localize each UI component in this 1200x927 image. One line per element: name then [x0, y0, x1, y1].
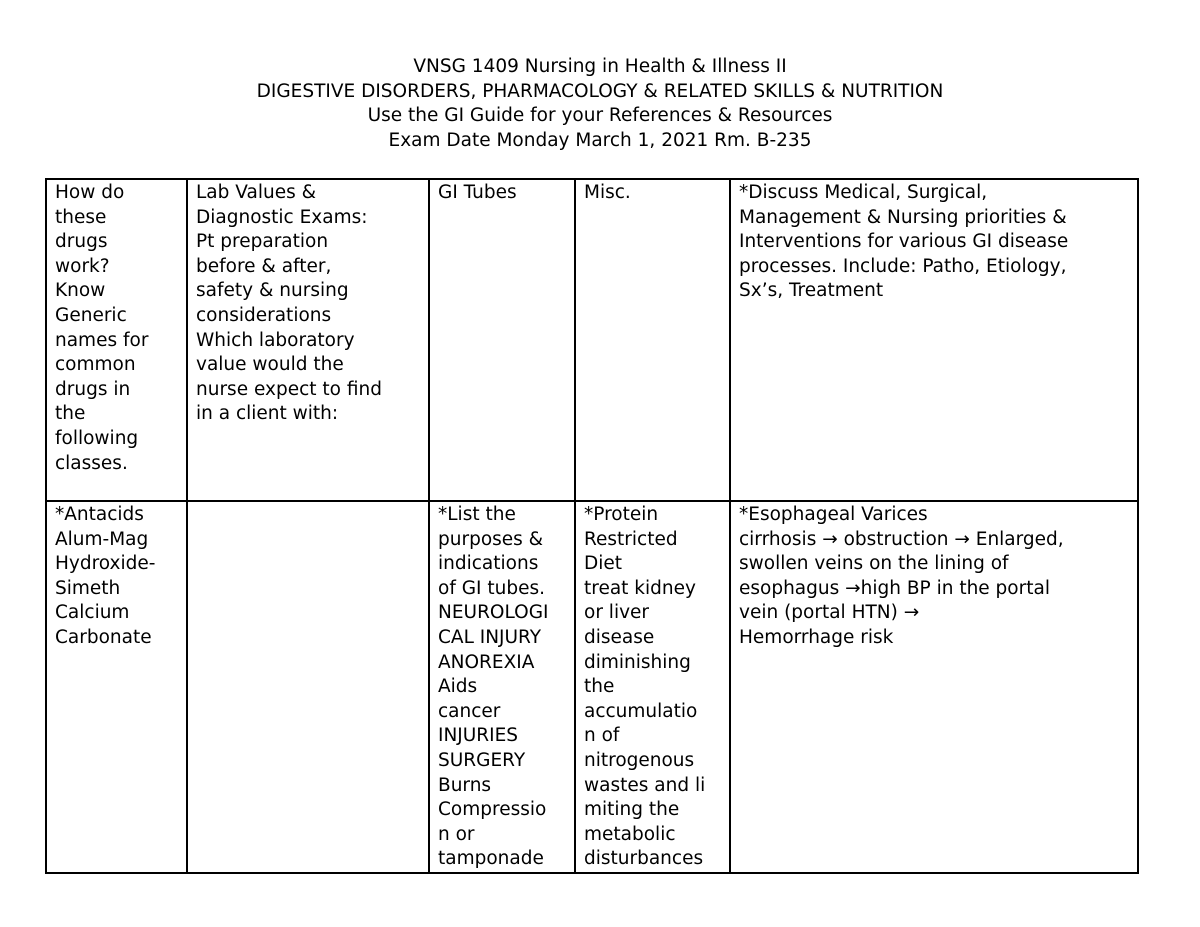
cell-text-line: *Discuss Medical, Surgical, [739, 182, 988, 203]
cell-text-line: CAL INJURY [438, 626, 542, 648]
document-header [0, 55, 1200, 153]
cell-text-line: Diet [584, 553, 623, 575]
cell-text-line: names for [55, 329, 149, 351]
course-title: VNSG 1409 Nursing in Health & Illness II [413, 56, 787, 77]
cell-text-line: n of [584, 725, 620, 747]
cell-text-line: Lab Values & [196, 182, 317, 203]
cell-text-line: Restricted [584, 528, 678, 550]
misc-cell [575, 501, 730, 873]
cell-text-line: in a client with: [196, 403, 339, 425]
cell-text-line: Aids [438, 676, 478, 698]
cell-text-line: metabolic [584, 823, 676, 845]
cell-text-line: *Antacids [55, 504, 144, 525]
cell-text-line: cirrhosis → obstruction → Enlarged, [739, 528, 1064, 550]
cell-text-line: Hydroxide- [55, 553, 156, 575]
cell-text-line: safety & nursing [196, 280, 349, 302]
cell-text-line: following [55, 427, 139, 449]
table-row [46, 501, 1138, 873]
cell-text-line: drugs in [55, 378, 131, 400]
cell-text-line: nitrogenous [584, 749, 695, 771]
drugs-header-cell [46, 179, 187, 501]
discuss-header-cell [730, 179, 1138, 501]
topic-title: DIGESTIVE DISORDERS, PHARMACOLOGY & RELATED SKILLS & NUTRITION [256, 80, 944, 102]
cell-text-line: *List the [438, 504, 516, 525]
cell-text-line: miting the [584, 799, 680, 821]
labs-header-cell [187, 179, 429, 501]
cell-text-line: Sx’s, Treatment [739, 280, 884, 302]
guide-note: Use the GI Guide for your References & Resources [367, 105, 833, 127]
cell-text-line: swollen veins on the lining of [739, 553, 1009, 575]
cell-text-line: Carbonate [55, 626, 152, 648]
discuss-cell [730, 501, 1138, 873]
study-guide-table [45, 178, 1139, 874]
cell-text-line: the [584, 676, 615, 698]
cell-text-line: vein (portal HTN) → [739, 602, 920, 624]
labs-cell [187, 501, 429, 873]
cell-text-line: the [55, 403, 86, 425]
cell-text-line: work? [55, 255, 110, 277]
cell-text-line: Diagnostic Exams: [196, 206, 368, 228]
cell-text-line: INJURIES [438, 725, 519, 747]
cell-text-line: Compressio [438, 799, 547, 821]
cell-text-line: disease [584, 626, 655, 648]
cell-text-line: Misc. [584, 182, 631, 203]
cell-text-line: wastes and li [584, 774, 706, 796]
cell-text-line: of GI tubes. [438, 577, 546, 599]
cell-text-line: Calcium [55, 602, 130, 624]
cell-text-line: processes. Include: Patho, Etiology, [739, 255, 1067, 277]
cell-text-line: tamponade [438, 848, 544, 870]
cell-text-line: ANOREXIA [438, 651, 535, 673]
cell-text-line: value would the [196, 354, 344, 376]
cell-text-line: Pt preparation [196, 231, 329, 253]
cell-text-line: classes. [55, 452, 128, 474]
cell-text-line: treat kidney [584, 577, 696, 599]
cell-text-line: esophagus →high BP in the portal [739, 577, 1050, 599]
cell-text-line: Generic [55, 304, 127, 326]
cell-text-line: common [55, 354, 136, 376]
cell-text-line: cancer [438, 700, 501, 722]
cell-text-line: GI Tubes [438, 182, 517, 203]
cell-text-line: disturbances [584, 848, 704, 870]
cell-text-line: Interventions for various GI disease [739, 231, 1069, 253]
cell-text-line: How do [55, 182, 125, 203]
cell-text-line: n or [438, 823, 475, 845]
cell-text-line: before & after, [196, 255, 332, 277]
cell-text-line: drugs [55, 231, 108, 253]
table-header-row [46, 179, 1138, 501]
cell-text-line: SURGERY [438, 749, 526, 771]
cell-text-line: Know [55, 280, 106, 302]
cell-text-line: *Esophageal Varices [739, 504, 928, 525]
cell-text-line: these [55, 206, 107, 228]
cell-text-line: Simeth [55, 577, 121, 599]
cell-text-line: Burns [438, 774, 492, 796]
gi-tubes-header-cell [429, 179, 575, 501]
cell-text-line: Hemorrhage risk [739, 626, 894, 648]
cell-text-line: indications [438, 553, 539, 575]
cell-text-line: diminishing [584, 651, 691, 673]
cell-text-line: Which laboratory [196, 329, 355, 351]
cell-text-line: *Protein [584, 504, 659, 525]
drugs-cell [46, 501, 187, 873]
cell-text-line: considerations [196, 304, 332, 326]
cell-text-line: nurse expect to find [196, 378, 382, 400]
exam-date: Exam Date Monday March 1, 2021 Rm. B-235 [388, 129, 812, 151]
cell-text-line: purposes & [438, 528, 544, 550]
cell-text-line: accumulatio [584, 700, 698, 722]
cell-text-line: Alum-Mag [55, 528, 149, 550]
cell-text-line: or liver [584, 602, 650, 624]
cell-text-line: Management & Nursing priorities & [739, 206, 1067, 228]
misc-header-cell [575, 179, 730, 501]
gi-tubes-cell [429, 501, 575, 873]
cell-text-line: NEUROLOGI [438, 602, 549, 624]
